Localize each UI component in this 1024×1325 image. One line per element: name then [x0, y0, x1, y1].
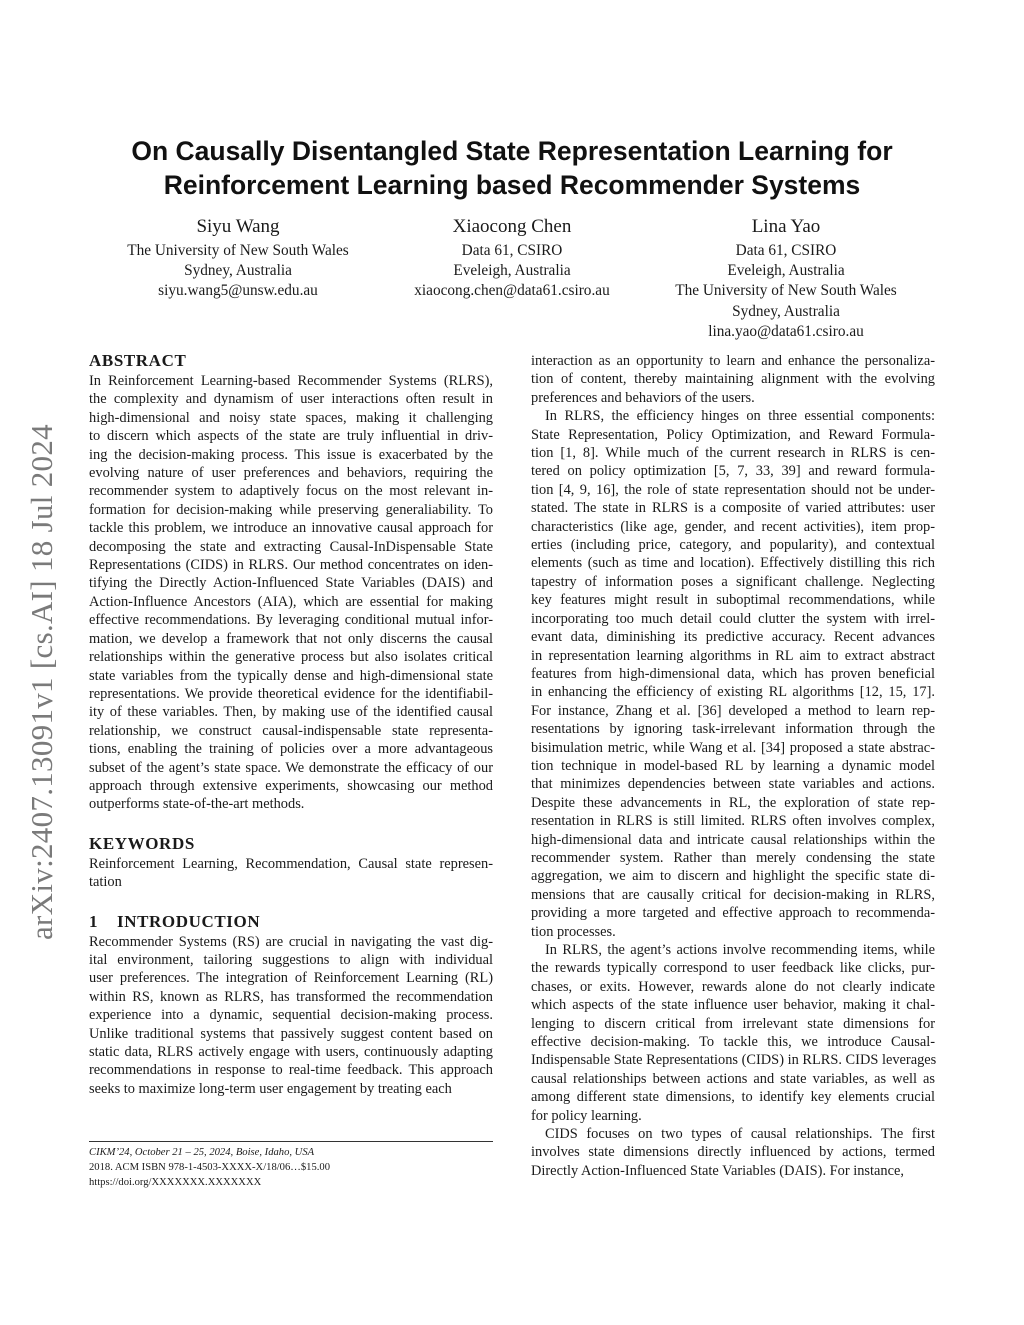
text-line: in representation learning algorithms in RL aim to extract abstract: [531, 647, 935, 664]
text-line: effective recommendations. By leveraging conditional mutual infor-: [89, 612, 493, 629]
paragraph: [531, 407, 935, 941]
text-line: recommendations in response to real-time feedback. This approach: [89, 1062, 493, 1079]
text-line: subset of the agent’s state space. We demonstrate the efficacy of our: [89, 759, 493, 776]
text-line: high-dimensional data and intricate causal relationships within the: [531, 831, 935, 848]
author-email: siyu.wang5@unsw.edu.au: [158, 282, 318, 300]
paragraph: [531, 941, 935, 1125]
text-line: the complexity and dynamism of user interactions often result in: [89, 391, 493, 408]
text-line: causal relationships between actions and state variables, as well as: [531, 1070, 935, 1087]
text-line: resentation in RLRS is still limited. RLRS often involves complex,: [531, 813, 935, 830]
text-line: relationship, we construct causal-indispensable state representa-: [89, 722, 493, 739]
text-line: bisimulation metric, while Wang et al. [34] proposed a state abstrac-: [531, 739, 935, 756]
text-line: preferences and behaviors of the users.: [531, 389, 755, 406]
text-line: tion [4, 9, 16], the role of state representation should not be under-: [531, 481, 935, 498]
title-line: Reinforcement Learning based Recommender Systems: [163, 170, 861, 200]
text-line: evolving nature of user preferences and behaviors, requiring the: [89, 465, 493, 482]
section-title: INTRODUCTION: [117, 911, 261, 931]
text-line: In RLRS, the efficiency hinges on three essential components:: [545, 408, 935, 425]
text-line: key features might result in suboptimal recommendations, while: [531, 592, 935, 609]
text-line: tions, enabling the training of policies over a more advantageous: [89, 741, 493, 758]
text-line: that minimizes dependencies between state variables and actions.: [531, 776, 935, 793]
text-line: static data, RLRS actively engage with users, continuously adapting: [89, 1044, 493, 1060]
paragraph: [531, 352, 935, 407]
text-line: features from high-dimensional data, which has proven beneficial: [531, 665, 935, 682]
author-affiliation: The University of New South Wales: [675, 282, 897, 300]
introduction-heading: [89, 911, 493, 933]
text-line: Indispensable State Representations (CIDS) in RLRS. CIDS leverages: [531, 1052, 937, 1069]
text-line: ital environment, tailoring suggestions to align with individual: [89, 951, 493, 968]
text-line: tered on policy optimization [5, 7, 33, 39] and reward formula-: [531, 463, 935, 480]
text-line: ity of these variables. Then, by making use of the identified causal: [89, 704, 493, 721]
text-line: Recommender Systems (RS) are crucial in navigating the vast dig-: [89, 933, 493, 950]
text-line: mation, we develop a framework that not only discerns the causal: [89, 630, 493, 647]
text-line: aggregation, we aim to discern and highlight the specific state di-: [531, 868, 935, 885]
text-line: In RLRS, the agent’s actions involve recommending items, while: [545, 942, 935, 958]
author-affiliation: Data 61, CSIRO: [461, 242, 563, 259]
paper-title: [70, 134, 954, 202]
isbn-info: 2018. ACM ISBN 978-1-4503-XXXX-X/18/06…$15.00: [89, 1162, 331, 1173]
text-line: Directly Action-Influenced State Variables (DAIS). For instance,: [531, 1162, 904, 1179]
text-line: within RS, known as RLRS, has transformed the recommendation: [89, 988, 493, 1005]
text-line: chases, or exits. However, rewards alone do not clearly indicate: [531, 978, 935, 995]
text-line: tion processes.: [531, 923, 616, 940]
text-line: For instance, Zhang et al. [36] developed a method to learn rep-: [531, 702, 935, 719]
text-line: decomposing the state and extracting Causal-InDispensable State: [89, 538, 493, 555]
text-line: involves state dimensions directly influenced by actions, termed: [531, 1144, 935, 1161]
doi-link[interactable]: https://doi.org/XXXXXXX.XXXXXXX: [89, 1177, 262, 1188]
text-line: Despite these advancements in RL, the exploration of state rep-: [531, 794, 935, 811]
author-location: Eveleigh, Australia: [727, 262, 845, 280]
author-location: Sydney, Australia: [732, 302, 840, 320]
text-line: elements (such as time and location). Effectively distilling this rich: [531, 555, 935, 572]
text-line: Unlike traditional systems that passively suggest content based on: [89, 1025, 493, 1042]
text-line: ing the decision-making process. This issue is exacerbated by the: [89, 446, 493, 463]
text-line: the rewards typically correspond to user feedback like clicks, pur-: [531, 960, 935, 977]
text-line: experience into a dynamic, sequential decision-making process.: [89, 1007, 493, 1024]
text-line: tion [1, 8]. While much of the current research in RLRS is cen-: [531, 445, 935, 462]
text-line: tation: [89, 874, 122, 891]
text-line: State Representation, Policy Optimization, and Reward Formula-: [531, 426, 935, 443]
author-email: xiaocong.chen@data61.csiro.au: [414, 282, 610, 300]
text-line: tion technique in model-based RL by learning a dynamic model: [531, 757, 935, 774]
text-line: approach through extensive experiments, showcasing our method: [89, 777, 493, 794]
text-line: tion of content, thereby maintaining alignment with the evolving: [531, 371, 935, 388]
text-line: seeks to maximize long-term user engagement by treating each: [89, 1080, 452, 1097]
text-line: interaction as an opportunity to learn and enhance the personaliza-: [531, 353, 935, 369]
text-line: lenging to discern critical from irrelevant state dimensions for: [531, 1015, 935, 1032]
text-line: Reinforcement Learning, Recommendation, Causal state represen-: [89, 855, 493, 872]
text-line: which aspects of the state influence user behavior, making it chal-: [531, 997, 935, 1014]
introduction-body: [89, 933, 493, 1099]
author-affiliation: The University of New South Wales: [127, 242, 349, 259]
text-line: erties (including price, category, and popularity), and contextual: [531, 537, 935, 554]
right-column: [531, 352, 935, 1180]
text-line: providing a more targeted and effective approach to recommenda-: [531, 905, 935, 922]
author-location: Sydney, Australia: [184, 262, 292, 280]
text-line: evant data, diminishing its predictive accuracy. Recent advances: [531, 629, 935, 646]
text-line: relationships within the generative process but also isolates critical: [89, 649, 493, 666]
text-line: mensions that are causally critical for decision-making in RLRS,: [531, 886, 935, 903]
keywords-heading: KEYWORDS: [89, 833, 195, 853]
text-line: incorporating too much detail could clutter the system with irrel-: [531, 610, 935, 627]
arxiv-identifier: arXiv:2407.13091v1 [cs.AI] 18 Jul 2024: [24, 424, 59, 940]
author-siyu-wang: [78, 215, 398, 302]
text-line: CIDS focuses on two types of causal relationships. The first: [545, 1126, 935, 1143]
title-line: On Causally Disentangled State Representation Learning for: [131, 136, 893, 166]
text-line: tifying the Directly Action-Influenced State Variables (DAIS) and: [89, 575, 493, 592]
author-lina-yao: [626, 215, 946, 342]
author-email: lina.yao@data61.csiro.au: [708, 322, 864, 340]
footnote: [89, 1145, 493, 1190]
footnote-divider: [89, 1141, 493, 1142]
text-line: Representations (CIDS) in RLRS. Our method concentrates on iden-: [89, 557, 493, 574]
text-line: in enhancing the efficiency of existing RL algorithms [12, 15, 17].: [531, 684, 935, 701]
text-line: characteristics (like age, gender, and recent activities), item prop-: [531, 518, 935, 535]
conference-info: CIKM’24, October 21 – 25, 2024, Boise, Idaho, USA: [89, 1147, 315, 1158]
text-line: outperforms state-of-the-art methods.: [89, 796, 305, 813]
paragraph: [531, 1125, 935, 1180]
text-line: tackle this problem, we introduce an innovative causal approach for: [89, 520, 493, 537]
author-name: Xiaocong Chen: [452, 216, 572, 237]
author-name: Lina Yao: [751, 216, 821, 237]
text-line: Action-Influence Ancestors (AIA), which are essential for making: [89, 593, 493, 610]
text-line: for policy learning.: [531, 1107, 642, 1124]
text-line: recommender system. Rather than merely condensing the state: [531, 849, 935, 866]
text-line: state variables from the typically dense and high-dimensional state: [89, 667, 493, 684]
text-line: high-dimensional and noisy state spaces, making it challenging: [89, 409, 493, 426]
text-line: In Reinforcement Learning-based Recommender Systems (RLRS),: [89, 373, 493, 389]
text-line: stated. The state in RLRS is a composite of varied attributes: user: [531, 500, 935, 517]
left-column: [89, 350, 493, 1098]
text-line: to discern which aspects of the state are truly influential in driv-: [89, 428, 493, 445]
abstract-body: [89, 372, 493, 814]
text-line: formation for decision-making while preserving generaliability. To: [89, 501, 493, 518]
author-name: Siyu Wang: [196, 216, 280, 237]
abstract-heading: ABSTRACT: [89, 351, 187, 370]
text-line: among different state dimensions, to identify key elements crucial: [531, 1089, 935, 1106]
text-line: resentations by ignoring task-irrelevant information through the: [531, 721, 935, 738]
text-line: representations. We provide theoretical evidence for the identifiabil-: [89, 685, 493, 702]
text-line: user preferences. The integration of Reinforcement Learning (RL): [89, 970, 493, 987]
author-xiaocong-chen: [352, 215, 672, 302]
text-line: tapestry of information poses a significant challenge. Neglecting: [531, 573, 935, 590]
text-line: effective decision-making. To tackle this, we introduce Causal-: [531, 1034, 935, 1051]
text-line: recommender system to adaptively focus on the most relevant in-: [89, 483, 493, 500]
author-location: Eveleigh, Australia: [453, 262, 571, 280]
section-number: 1: [89, 911, 99, 931]
keywords-body: [89, 855, 493, 892]
author-affiliation: Data 61, CSIRO: [735, 242, 837, 259]
